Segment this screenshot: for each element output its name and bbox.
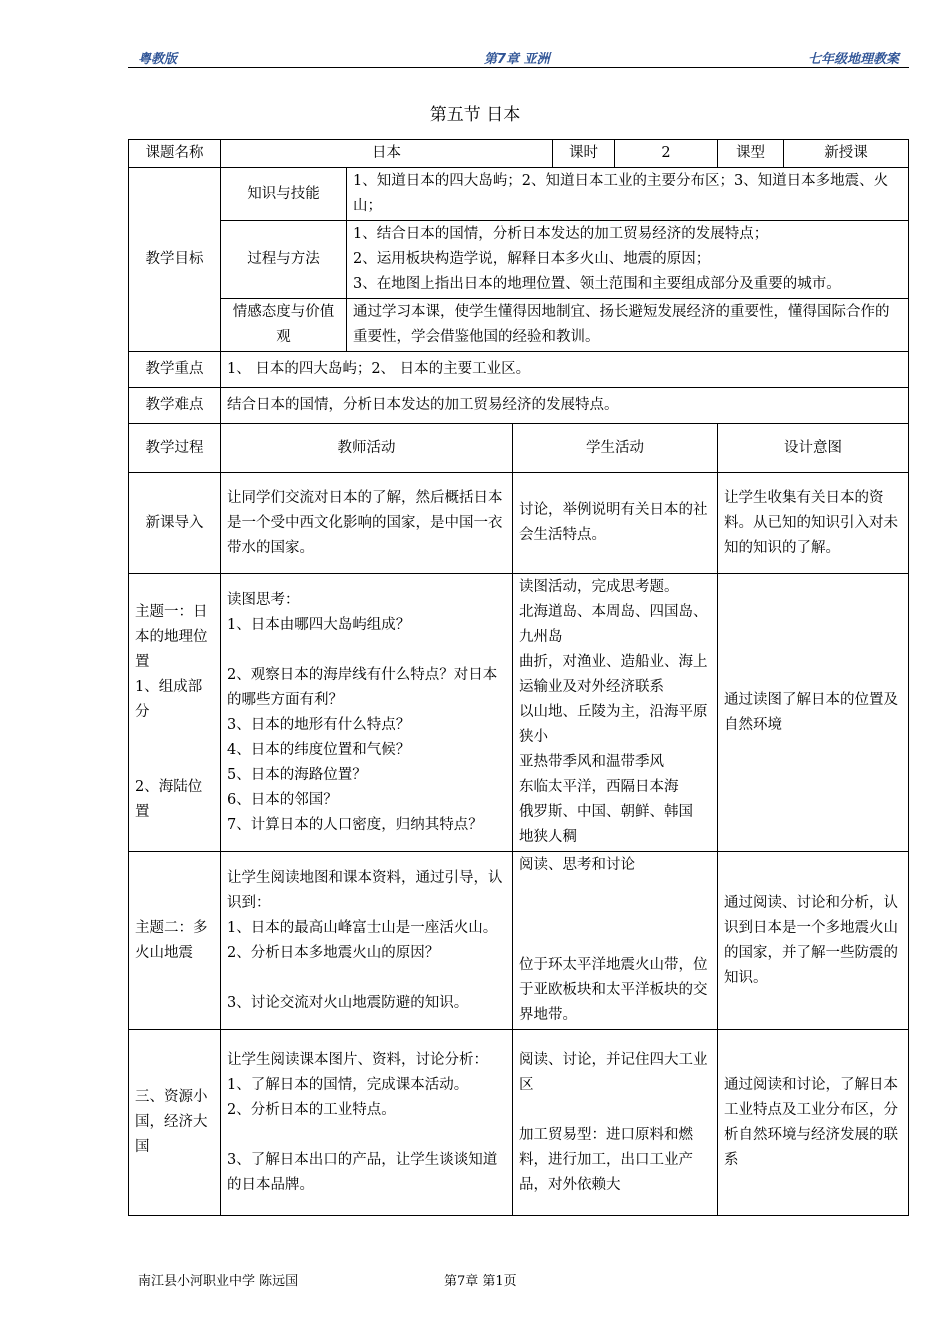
process-stage bbox=[129, 852, 221, 1030]
process-header-intent: 设计意图 bbox=[718, 424, 909, 473]
process-teacher-line: 1、日本的最高山峰富士山是一座活火山。 bbox=[227, 919, 498, 936]
process-teacher-line: 让学生阅读地图和课本资料，通过引导，认识到： bbox=[227, 869, 503, 911]
process-student-line: 以山地、丘陵为主，沿海平原狭小 bbox=[519, 704, 708, 745]
process-teacher bbox=[221, 473, 513, 574]
process-intent bbox=[718, 574, 909, 852]
hours-value: 2 bbox=[615, 140, 718, 168]
process-student bbox=[513, 1030, 718, 1216]
process-student-line bbox=[519, 903, 711, 928]
difficult-points-label: 教学难点 bbox=[129, 388, 221, 424]
process-intent-line: 通过读图了解日本的位置及自然环境 bbox=[724, 691, 899, 733]
objective-process-line: 2、运用板块构造学说，解释日本多火山、地震的原因； bbox=[353, 251, 711, 267]
topic-value: 日本 bbox=[221, 140, 553, 168]
process-student-line: 地狭人稠 bbox=[519, 829, 577, 845]
process-student-line: 位于环太平洋地震火山带，位于亚欧板块和太平洋板块的交界地带。 bbox=[519, 957, 708, 1023]
objective-text-attitude: 通过学习本课，使学生懂得因地制宜、扬长避短发展经济的重要性，懂得国际合作的重要性，学会借鉴他国的经验和教训。 bbox=[347, 299, 909, 352]
difficult-points-text: 结合日本的国情，分析日本发达的加工贸易经济的发展特点。 bbox=[221, 388, 909, 424]
info-row bbox=[129, 140, 909, 168]
process-teacher-line: 5、日本的海路位置？ bbox=[227, 766, 367, 783]
process-teacher-line: 读图思考： bbox=[227, 591, 300, 608]
type-label: 课型 bbox=[718, 140, 784, 168]
topic-label: 课题名称 bbox=[129, 140, 221, 168]
process-teacher-line: 7、计算日本的人口密度，归纳其特点？ bbox=[227, 816, 483, 833]
process-student-line: 阅读、思考和讨论 bbox=[519, 857, 635, 873]
process-teacher-line bbox=[227, 638, 506, 663]
process-intent bbox=[718, 473, 909, 574]
process-student-line: 读图活动，完成思考题。 bbox=[519, 579, 679, 595]
objective-process-line: 3、在地图上指出日本的地理位置、领土范围和主要组成部分及重要的城市。 bbox=[353, 276, 841, 292]
process-student-line bbox=[519, 928, 711, 953]
process-stage bbox=[129, 574, 221, 852]
process-stage-line: 1、组成部分 bbox=[135, 679, 203, 720]
process-teacher-line: 4、日本的纬度位置和气候？ bbox=[227, 741, 411, 758]
key-points-row bbox=[129, 352, 909, 388]
objective-label-process: 过程与方法 bbox=[221, 221, 347, 299]
process-student-line: 北海道岛、本周岛、四国岛、九州岛 bbox=[519, 604, 708, 645]
process-header-stage: 教学过程 bbox=[129, 424, 221, 473]
process-header-student: 学生活动 bbox=[513, 424, 718, 473]
process-stage-line: 新课导入 bbox=[145, 514, 204, 531]
process-row-theme2 bbox=[129, 852, 909, 1030]
header-divider bbox=[128, 67, 909, 68]
header-edition: 粤教版 bbox=[138, 52, 178, 67]
objective-label-attitude: 情感态度与价值观 bbox=[221, 299, 347, 352]
process-student bbox=[513, 852, 718, 1030]
objective-row-attitude bbox=[129, 299, 909, 352]
process-teacher-line: 让学生阅读课本图片、资料，讨论分析： bbox=[227, 1051, 488, 1068]
process-stage bbox=[129, 473, 221, 574]
footer-page-number: 第7章 第1页 bbox=[444, 1274, 517, 1289]
difficult-points-row bbox=[129, 388, 909, 424]
process-teacher-line: 3、了解日本出口的产品，让学生谈谈知道的日本品牌。 bbox=[227, 1151, 498, 1193]
objective-text-knowledge: 1、知道日本的四大岛屿；2、知道日本工业的主要分布区；3、知道日本多地震、火山； bbox=[347, 168, 909, 221]
process-stage-line bbox=[135, 750, 214, 775]
process-row-theme3 bbox=[129, 1030, 909, 1216]
objective-row-knowledge bbox=[129, 168, 909, 221]
process-teacher-line: 1、了解日本的国情，完成课本活动。 bbox=[227, 1076, 469, 1093]
type-value: 新授课 bbox=[784, 140, 909, 168]
footer-school: 南江县小河职业中学 陈远国 bbox=[138, 1274, 299, 1289]
process-teacher-line: 2、分析日本的工业特点。 bbox=[227, 1101, 396, 1118]
process-student-line bbox=[519, 1098, 711, 1123]
process-teacher bbox=[221, 574, 513, 852]
process-student bbox=[513, 473, 718, 574]
objective-process-line: 1、结合日本的国情，分析日本发达的加工贸易经济的发展特点； bbox=[353, 226, 769, 242]
process-student-line bbox=[519, 878, 711, 903]
process-student-line: 俄罗斯、中国、朝鲜、韩国 bbox=[519, 804, 693, 820]
key-points-label: 教学重点 bbox=[129, 352, 221, 388]
process-stage bbox=[129, 1030, 221, 1216]
process-student-line: 曲折，对渔业、造船业、海上运输业及对外经济联系 bbox=[519, 654, 708, 695]
process-stage-line: 主题二：多火山地震 bbox=[135, 919, 208, 961]
process-stage-line bbox=[135, 725, 214, 750]
process-teacher bbox=[221, 852, 513, 1030]
process-header-row bbox=[129, 424, 909, 473]
process-intent bbox=[718, 1030, 909, 1216]
objective-text-process bbox=[347, 221, 909, 299]
process-teacher-line: 3、日本的地形有什么特点？ bbox=[227, 716, 411, 733]
process-teacher-line: 1、日本由哪四大岛屿组成？ bbox=[227, 616, 411, 633]
process-intent-line: 通过阅读、讨论和分析，认识到日本是一个多地震火山的国家，并了解一些防震的知识。 bbox=[724, 894, 899, 986]
process-row-intro bbox=[129, 473, 909, 574]
process-teacher-line bbox=[227, 966, 506, 991]
process-stage-line: 主题一：日本的地理位置 bbox=[135, 604, 208, 670]
process-student-line: 东临太平洋，西隔日本海 bbox=[519, 779, 679, 795]
lesson-plan-table bbox=[128, 139, 909, 1216]
process-intent bbox=[718, 852, 909, 1030]
process-student bbox=[513, 574, 718, 852]
process-student-line: 阅读、讨论，并记住四大工业区 bbox=[519, 1051, 708, 1093]
process-teacher-line: 6、日本的邻国？ bbox=[227, 791, 338, 808]
process-teacher-line: 2、观察日本的海岸线有什么特点？对日本的哪些方面有利？ bbox=[227, 666, 498, 708]
process-row-theme1 bbox=[129, 574, 909, 852]
process-teacher-line: 3、讨论交流对火山地震防避的知识。 bbox=[227, 994, 469, 1011]
process-intent-line: 通过阅读和讨论，了解日本工业特点及工业分布区，分析自然环境与经济发展的联系 bbox=[724, 1076, 899, 1168]
process-intent-line: 让学生收集有关日本的资料。从已知的知识引入对未知的知识的了解。 bbox=[724, 489, 899, 556]
process-stage-line: 三、资源小国，经济大国 bbox=[135, 1089, 208, 1155]
objective-row-process bbox=[129, 221, 909, 299]
objective-label-knowledge: 知识与技能 bbox=[221, 168, 347, 221]
process-header-teacher: 教师活动 bbox=[221, 424, 513, 473]
process-student-line: 加工贸易型：进口原料和燃料，进行加工，出口工业产品，对外依赖大 bbox=[519, 1126, 693, 1193]
page-title: 第五节 日本 bbox=[429, 105, 521, 125]
process-teacher bbox=[221, 1030, 513, 1216]
process-teacher-line bbox=[227, 1123, 506, 1148]
process-teacher-line: 2、分析日本多地震火山的原因？ bbox=[227, 944, 440, 961]
objectives-label: 教学目标 bbox=[129, 168, 221, 352]
key-points-text: 1、 日本的四大岛屿；2、 日本的主要工业区。 bbox=[221, 352, 909, 388]
process-student-line: 讨论，举例说明有关日本的社会生活特点。 bbox=[519, 502, 708, 543]
header-chapter: 第7章 亚洲 bbox=[484, 52, 550, 67]
process-student-line: 亚热带季风和温带季风 bbox=[519, 754, 664, 770]
header-grade: 七年级地理教案 bbox=[808, 52, 900, 67]
process-stage-line: 2、海陆位置 bbox=[135, 779, 203, 820]
hours-label: 课时 bbox=[553, 140, 615, 168]
process-teacher-line: 让同学们交流对日本的了解，然后概括日本是一个受中西文化影响的国家，是中国一衣带水的国家。 bbox=[227, 489, 503, 556]
